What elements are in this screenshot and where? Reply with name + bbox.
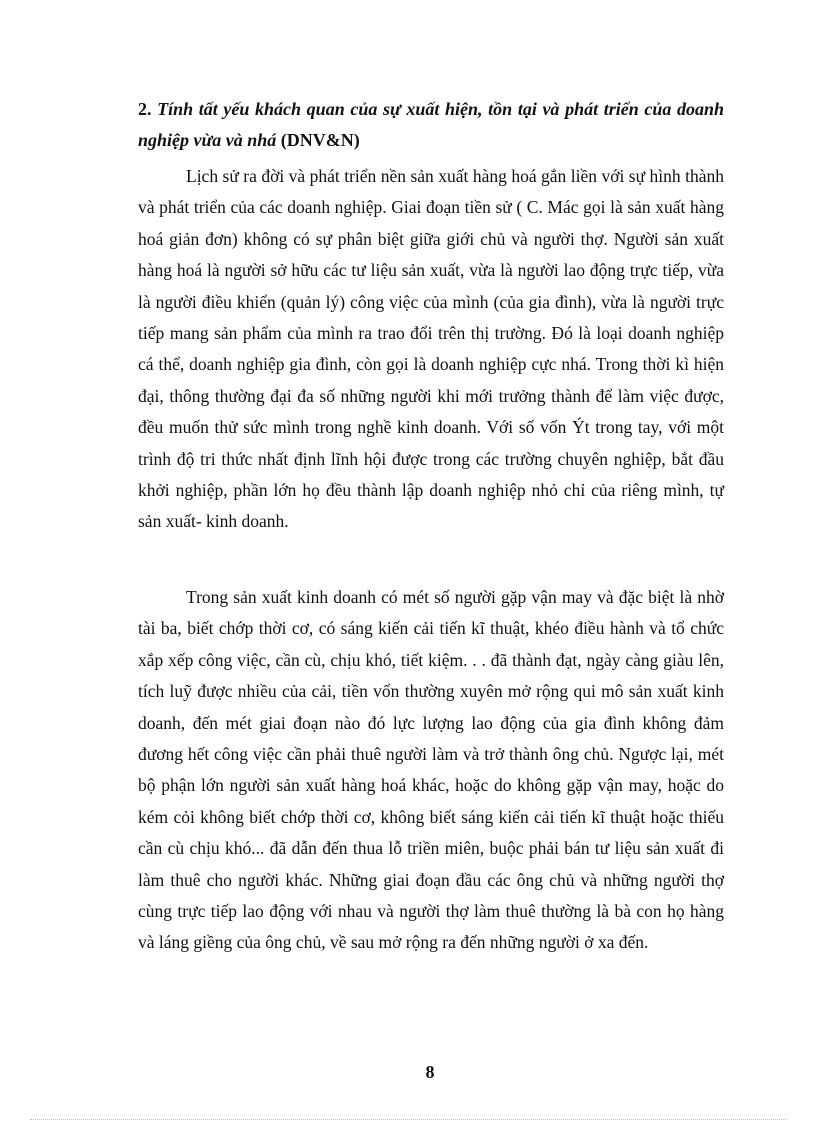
footer-divider	[30, 1119, 786, 1120]
section-title: Tính tất yếu khách quan của sự xuất hiện, tồn tại và phát triển của doanh nghiệp vừa và nhá	[138, 99, 724, 150]
paragraph-1: Lịch sử ra đời và phát triển nền sản xuất hàng hoá gắn liền với sự hình thành và phát triển của các doanh nghiệp. Giai đoạn tiền sử ( C. Mác gọi là sản xuất hàng hoá giản đơn) không có sự phân biệt giữa giới chủ và người thợ. Người sản xuất hàng hoá là người sở hữu các tư liệu sản xuất, vừa là người lao động trực tiếp, vừa là người điều khiển (quản lý) công việc của mình (của gia đình), vừa là người trực tiếp mang sản phẩm của mình ra trao đổi trên thị trường. Đó là loại doanh nghiệp cá thể, doanh nghiệp gia đình, còn gọi là doanh nghiệp cực nhá. Trong thời kì hiện đại, thông thường đại đa số những người khi mới trưởng thành để làm việc được, đều muốn thử sức mình trong nghề kinh doanh. Với số vốn Ýt trong tay, với một trình độ tri thức nhất định lĩnh hội được trong các trường chuyên nghiệp, bắt đầu khởi nghiệp, phần lớn họ đều thành lập doanh nghiệp nhỏ chỉ của riêng mình, tự sản xuất- kinh doanh.	[138, 166, 724, 532]
section-abbreviation: (DNV&N)	[280, 130, 360, 150]
section-number: 2.	[138, 99, 152, 119]
page-number: 8	[425, 1062, 435, 1082]
paragraph-2: Trong sản xuất kinh doanh có mét số người gặp vận may và đặc biệt là nhờ tài ba, biết chớp thời cơ, có sáng kiến cải tiến kĩ thuật, khéo điều hành và tổ chức xắp xếp công việc, cần cù, chịu khó, tiết kiệm. . . đã thành đạt, ngày càng giàu lên, tích luỹ được nhiều của cải, tiền vốn thường xuyên mở rộng qui mô sản xuất kinh doanh, đến mét giai đoạn nào đó lực lượng lao động của gia đình không đảm đương hết công việc cần phải thuê người làm và trở thành ông chủ. Ngược lại, mét bộ phận lớn người sản xuất hàng hoá khác, hoặc do không gặp vận may, hoặc do kém cỏi không biết chớp thời cơ, không biết sáng kiến cải tiến kĩ thuật hoặc thiếu cần cù chịu khó... đã dẫn đến thua lỗ triền miên, buộc phải bán tư liệu sản xuất đi làm thuê cho người khác. Những giai đoạn đầu các ông chủ và những người thợ cùng trực tiếp lao động với nhau và người thợ làm thuê thường là bà con họ hàng và láng giềng của ông chủ, về sau mở rộng ra đến những người ở xa đến.	[138, 587, 724, 953]
section-heading	[138, 94, 724, 156]
